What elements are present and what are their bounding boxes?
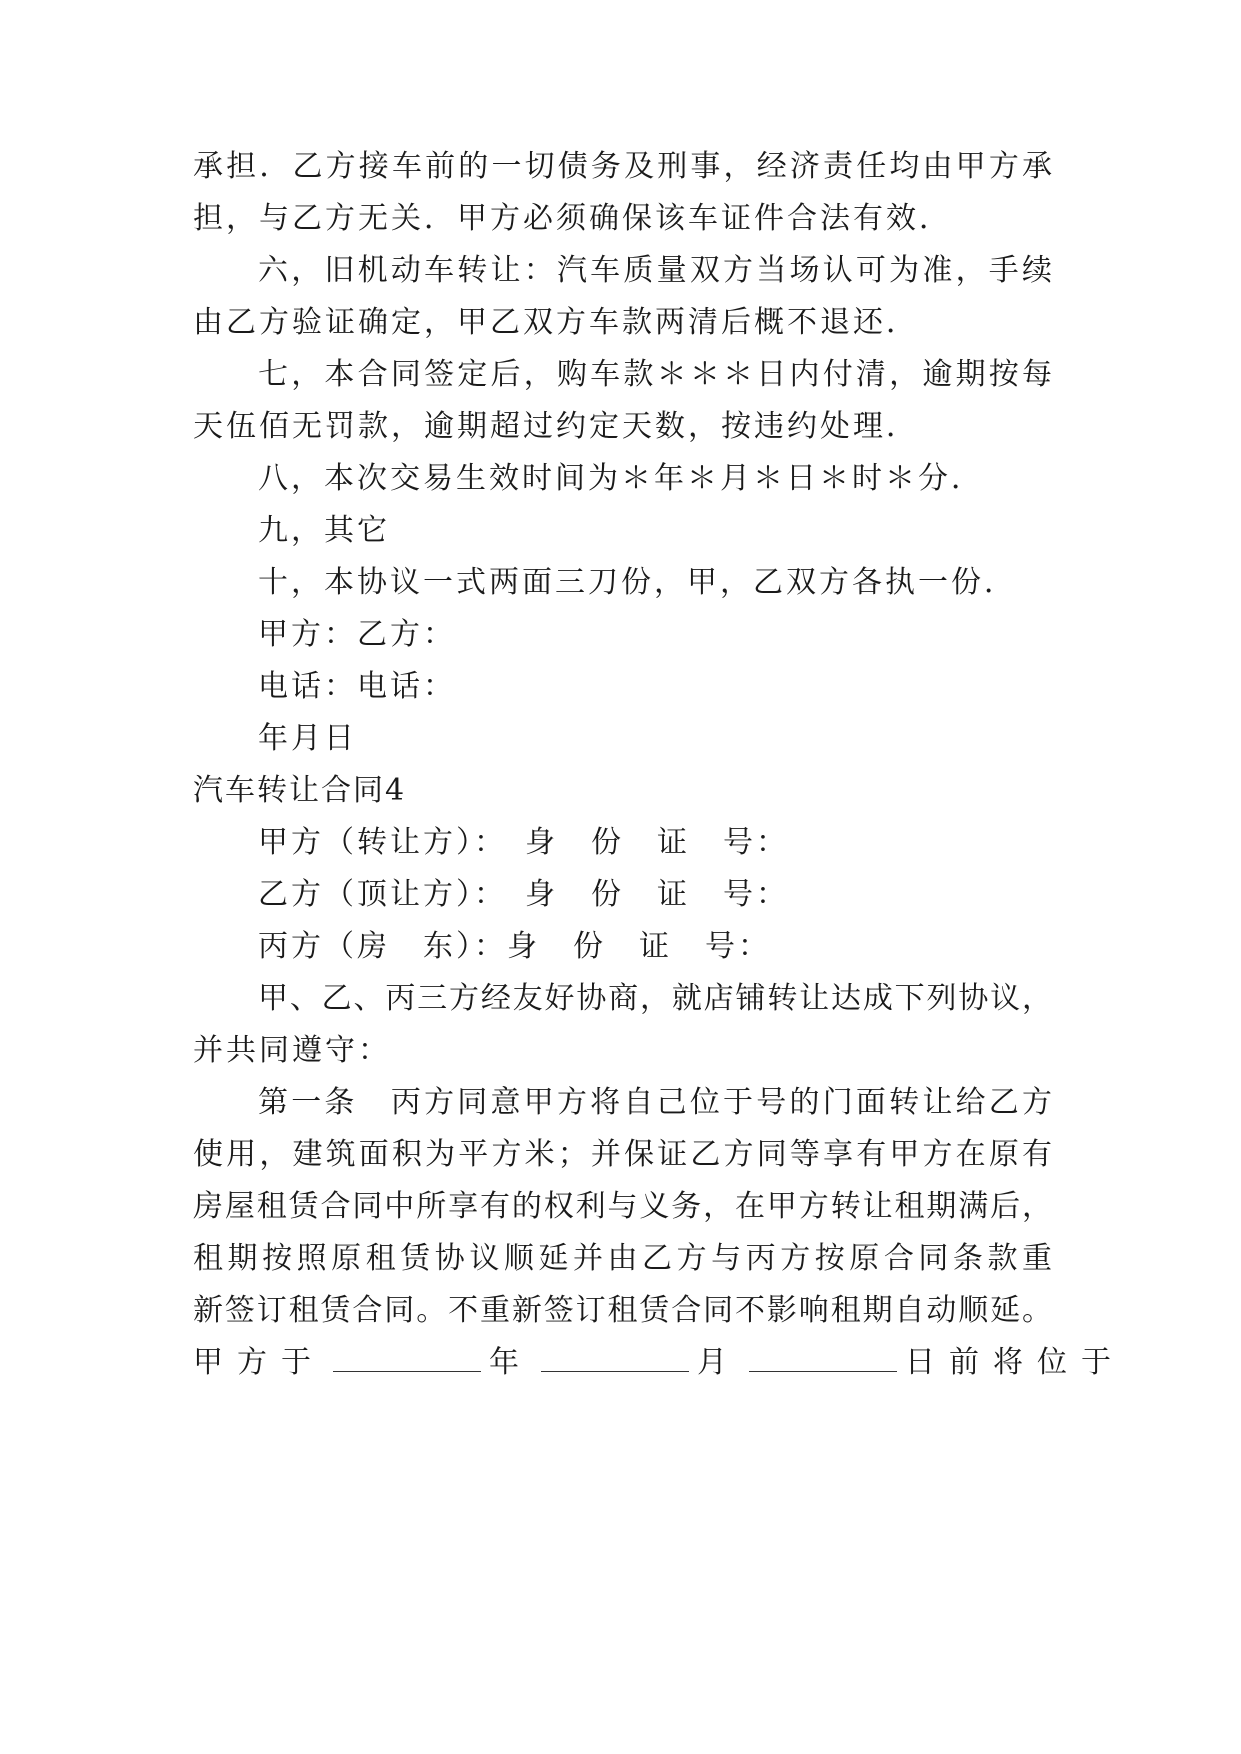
signature-phones: 电话：电话： — [258, 669, 456, 704]
text-line: 租期按照原租赁协议顺延并由乙方与丙方按原合同条款重 — [193, 1241, 1053, 1276]
text-line: 七，本合同签定后，购车款＊＊＊日内付清，逾期按每 — [258, 357, 1053, 392]
text-line: 担，与乙方无关．甲方必须确保该车证件合法有效． — [193, 201, 952, 236]
day-blank[interactable] — [749, 1345, 897, 1372]
text-line: 承担．乙方接车前的一切债务及刑事，经济责任均由甲方承 — [193, 149, 1053, 184]
text-line: 并共同遵守： — [193, 1033, 391, 1068]
text-line: 九，其它 — [258, 513, 390, 548]
party-a-line: 甲方（转让方）： 身 份 证 号： — [258, 825, 789, 860]
text-line: 新签订租赁合同。不重新签订租赁合同不影响租期自动顺延。 — [193, 1293, 1053, 1328]
text-line: 八，本次交易生效时间为＊年＊月＊日＊时＊分． — [258, 461, 984, 496]
text-line: 六，旧机动车转让：汽车质量双方当场认可为准，手续 — [258, 253, 1053, 288]
year-blank[interactable] — [333, 1345, 481, 1372]
article-one-line: 第一条 丙方同意甲方将自己位于号的门面转让给乙方 — [258, 1085, 1053, 1120]
signature-parties: 甲方：乙方： — [258, 617, 456, 652]
section-heading: 汽车转让合同4 — [193, 773, 407, 808]
month-label: 月 — [697, 1345, 741, 1380]
text-line: 房屋租赁合同中所享有的权利与义务，在甲方转让租期满后， — [193, 1189, 1053, 1224]
signature-date: 年月日 — [258, 721, 357, 756]
text-line: 甲、乙、丙三方经友好协商，就店铺转让达成下列协议， — [258, 981, 1053, 1016]
date-fill-line — [193, 1343, 1125, 1383]
year-label: 年 — [489, 1345, 533, 1380]
party-c-line: 丙方（房 东）：身 份 证 号： — [258, 929, 771, 964]
text-line: 天伍佰无罚款，逾期超过约定天数，按违约处理． — [193, 409, 919, 444]
party-b-line: 乙方（顶让方）： 身 份 证 号： — [258, 877, 789, 912]
date-prefix: 甲方于 — [193, 1345, 325, 1380]
text-line: 十，本协议一式两面三刀份，甲，乙双方各执一份． — [258, 565, 1017, 600]
date-suffix: 日前将位于 — [905, 1345, 1125, 1380]
text-line: 使用，建筑面积为平方米；并保证乙方同等享有甲方在原有 — [193, 1137, 1053, 1172]
month-blank[interactable] — [541, 1345, 689, 1372]
text-line: 由乙方验证确定，甲乙双方车款两清后概不退还． — [193, 305, 919, 340]
